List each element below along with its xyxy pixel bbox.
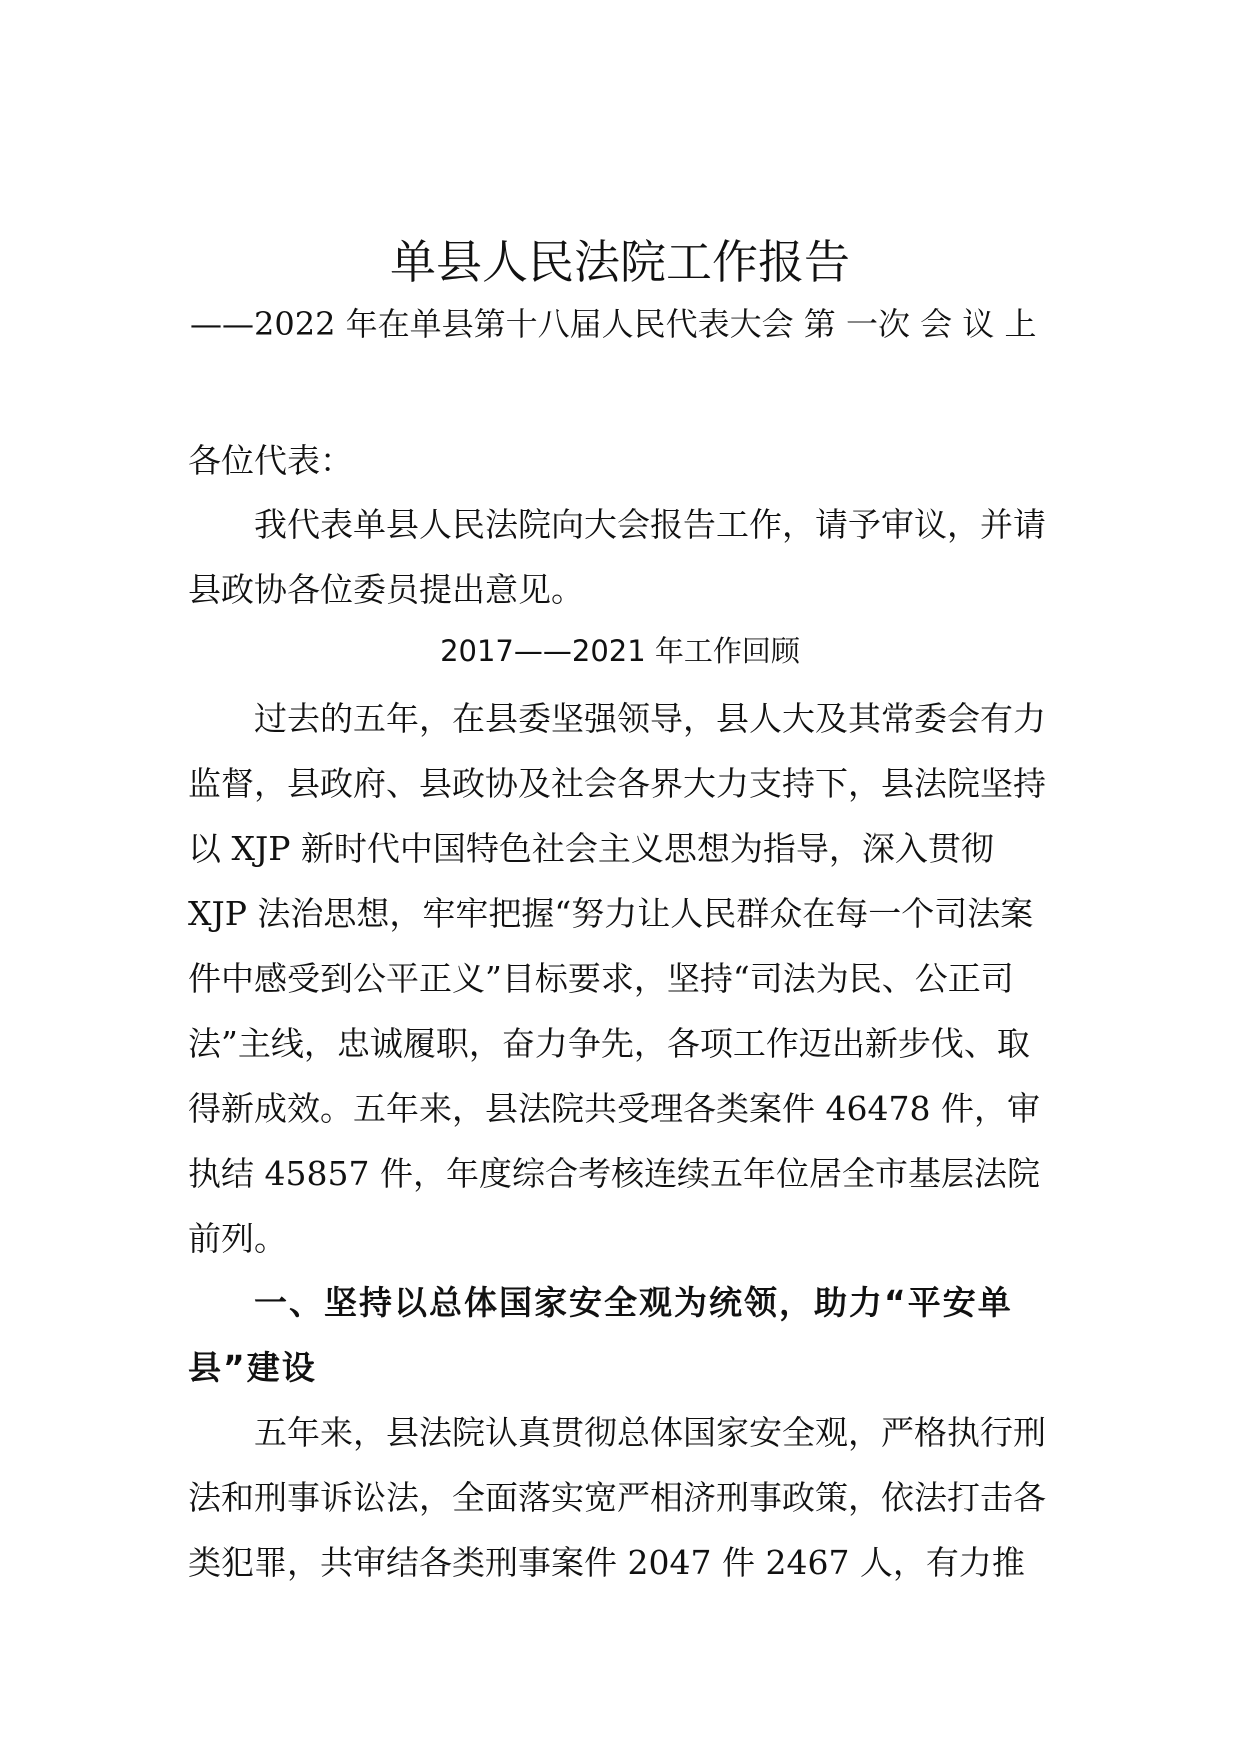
salutation: 各位代表： — [188, 441, 353, 480]
section-heading-review: 2017——2021 年工作回顾 — [440, 634, 800, 668]
review-paragraph: 过去的五年，在县委坚强领导，县人大及其常委会有力监督，县政府、县政协及社会各界大力支持下，县法院坚持以 XJP 新时代中国特色社会主义思想为指导，深入贯彻 XJP 法治思想，牢牢把握“努力让人民群众在每一个司法案件中感受到公平正义”目标要求，坚持“司法为民、公正司法”主线，忠诚履职，奋力争先，各项工作迈出新步伐、取得新成效。五年来，县法院共受理各类案件 46478 件，审执结 45857 件，年度综合考核连续五年位居全市基层法院前列。 — [188, 699, 1046, 1258]
report-title: 单县人民法院工作报告 — [390, 235, 850, 289]
heading-national-security: 一、坚持以总体国家安全观为统领，助力“平安单县”建设 — [188, 1283, 1013, 1387]
paragraph-criminal-cases: 五年来，县法院认真贯彻总体国家安全观，严格执行刑法和刑事诉讼法，全面落实宽严相济刑事政策，依法打击各类犯罪，共审结各类刑事案件 2047 件 2467 人，有力推 — [188, 1413, 1046, 1582]
report-subtitle: ——2022 年在单县第十八届人民代表大会 第 一次 会 议 上 — [190, 305, 1037, 343]
intro-paragraph: 我代表单县人民法院向大会报告工作，请予审议，并请县政协各位委员提出意见。 — [188, 505, 1046, 609]
